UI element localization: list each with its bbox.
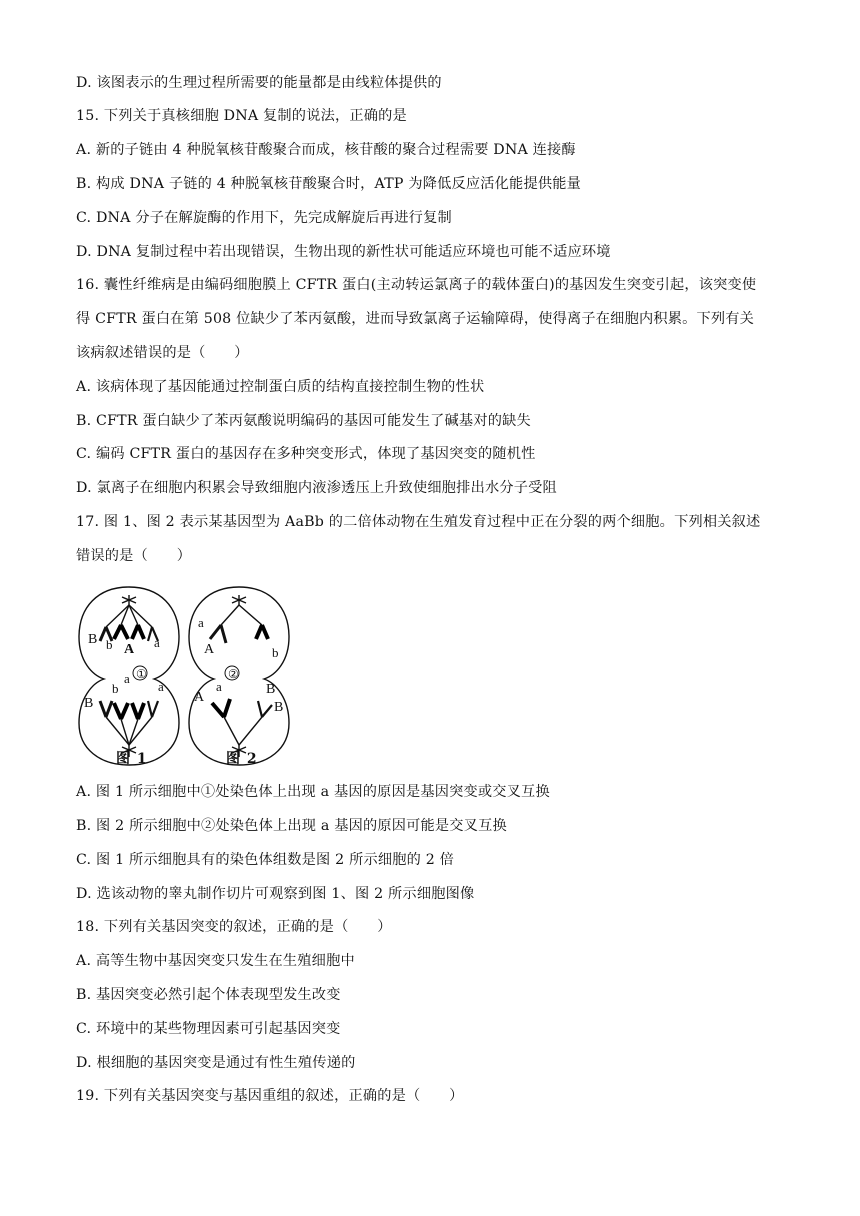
option-18a: A. 高等生物中基因突变只发生在生殖细胞中	[76, 953, 355, 969]
option-16d: D. 氯离子在细胞内积累会导致细胞内液渗透压上升致使细胞排出水分子受阻	[76, 480, 557, 496]
option-17d: D. 选该动物的睾丸制作切片可观察到图 1、图 2 所示细胞图像	[76, 886, 475, 902]
fig1-label-b-top: b	[106, 637, 113, 652]
fig2-circle-2: ②	[228, 667, 239, 681]
figure-1-gene-labels	[84, 632, 164, 711]
figure-2-cell	[189, 587, 289, 765]
fig1-label-b-bot: b	[112, 681, 119, 696]
fig1-label-a-top: a	[154, 635, 160, 650]
option-15a: A. 新的子链由 4 种脱氧核苷酸聚合而成，核苷酸的聚合过程需要 DNA 连接酶	[76, 142, 576, 158]
fig1-label-a-bot: a	[124, 671, 130, 686]
option-18c: C. 环境中的某些物理因素可引起基因突变	[76, 1021, 341, 1037]
option-16a: A. 该病体现了基因能通过控制蛋白质的结构直接控制生物的性状	[76, 379, 485, 395]
option-16c: C. 编码 CFTR 蛋白的基因存在多种突变形式，体现了基因突变的随机性	[76, 446, 536, 462]
cell-division-figure	[76, 583, 292, 770]
fig2-label-a-bot: a	[216, 679, 222, 694]
question-15: 15. 下列关于真核细胞 DNA 复制的说法，正确的是	[76, 108, 407, 124]
fig2-label-b-top: b	[272, 645, 279, 660]
question-18: 18. 下列有关基因突变的叙述，正确的是（ ）	[76, 919, 392, 935]
fig2-label-A-bot: A	[194, 690, 205, 705]
fig1-label-B-bot: B	[84, 696, 94, 711]
question-16-line2: 得 CFTR 蛋白在第 508 位缺少了苯丙氨酸，进而导致氯离子运输障碍，使得离子在细胞内积累。下列有关	[76, 311, 755, 327]
option-15d: D. DNA 复制过程中若出现错误，生物出现的新性状可能适应环境也可能不适应环境	[76, 244, 611, 260]
fig2-label-A-top: A	[204, 642, 215, 657]
figure-2-gene-labels	[194, 615, 283, 715]
cell-diagrams	[76, 583, 292, 770]
question-19: 19. 下列有关基因突变与基因重组的叙述，正确的是（ ）	[76, 1088, 464, 1104]
fig2-label-a-top: a	[198, 615, 204, 630]
fig1-label-B-top: B	[88, 632, 98, 647]
option-17b: B. 图 2 所示细胞中②处染色体上出现 a 基因的原因可能是交叉互换	[76, 818, 507, 834]
option-15c: C. DNA 分子在解旋酶的作用下，先完成解旋后再进行复制	[76, 210, 452, 226]
option-16b: B. CFTR 蛋白缺少了苯丙氨酸说明编码的基因可能发生了碱基对的缺失	[76, 413, 531, 429]
question-17-line1: 17. 图 1、图 2 表示某基因型为 AaBb 的二倍体动物在生殖发育过程中正在分裂的两个细胞。下列相关叙述	[76, 514, 761, 530]
fig2-label-B-bot: B	[266, 682, 276, 697]
figure-1-label: 图 1	[116, 751, 148, 767]
question-16-line3: 该病叙述错误的是（ ）	[76, 345, 249, 361]
question-16-line1: 16. 囊性纤维病是由编码细胞膜上 CFTR 蛋白(主动转运氯离子的载体蛋白)的基因发生突变引起，该突变使	[76, 277, 757, 293]
option-18b: B. 基因突变必然引起个体表现型发生改变	[76, 987, 341, 1003]
fig1-label-A-top: A	[124, 642, 135, 657]
option-15b: B. 构成 DNA 子链的 4 种脱氧核苷酸聚合时，ATP 为降低反应活化能提供能量	[76, 176, 581, 192]
fig1-label-a-bot2: a	[158, 679, 164, 694]
question-17-line2: 错误的是（ ）	[76, 548, 192, 564]
option-18d: D. 根细胞的基因突变是通过有性生殖传递的	[76, 1055, 356, 1071]
option-17c: C. 图 1 所示细胞具有的染色体组数是图 2 所示细胞的 2 倍	[76, 852, 455, 868]
option-17a: A. 图 1 所示细胞中①处染色体上出现 a 基因的原因是基因突变或交叉互换	[76, 784, 550, 800]
figure-2-label: 图 2	[226, 751, 258, 767]
option-14d: D. 该图表示的生理过程所需要的能量都是由线粒体提供的	[76, 75, 442, 91]
fig2-label-B-bot2: B	[274, 700, 284, 715]
fig1-circle-1: ①	[136, 667, 147, 681]
